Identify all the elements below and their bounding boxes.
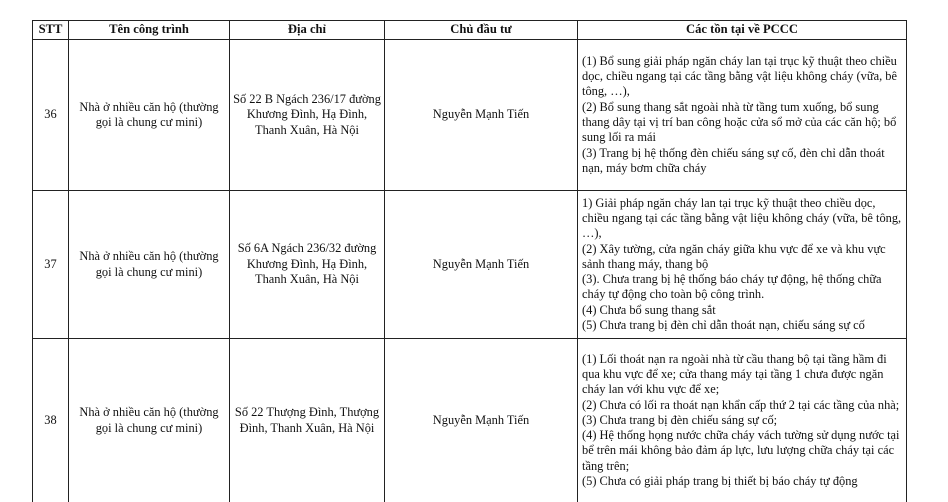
cell-address: Số 22 B Ngách 236/17 đường Khương Đình, Hạ Đình, Thanh Xuân, Hà Nội — [230, 40, 385, 191]
cell-investor: Nguyễn Mạnh Tiến — [385, 339, 578, 502]
issue-item: (1) Lối thoát nạn ra ngoài nhà từ cầu thang bộ tại tầng hầm đi qua khu vực để xe; cửa thang máy tại tầng 1 chưa được ngăn cháy lan với khu vực để xe; — [582, 352, 902, 398]
issue-item: (5) Chưa có giải pháp trang bị thiết bị báo cháy tự động — [582, 474, 902, 489]
cell-issues — [578, 40, 907, 191]
cell-stt: 37 — [33, 191, 69, 339]
table-row — [33, 191, 907, 339]
cell-name: Nhà ở nhiều căn hộ (thường gọi là chung cư mini) — [69, 40, 230, 191]
issue-item: (1) Bổ sung giải pháp ngăn cháy lan tại trục kỹ thuật theo chiều dọc, chiều ngang tại các tầng bằng vật liệu không cháy (vữa, bê tông, …), — [582, 54, 902, 100]
header-stt: STT — [33, 21, 69, 40]
cell-issues — [578, 339, 907, 502]
header-address: Địa chỉ — [230, 21, 385, 40]
issue-item: (4) Chưa bổ sung thang sắt — [582, 303, 902, 318]
issue-item: (3) Trang bị hệ thống đèn chiếu sáng sự cố, đèn chỉ dẫn thoát nạn, máy bơm chữa cháy — [582, 146, 902, 177]
cell-issues — [578, 191, 907, 339]
cell-investor: Nguyễn Mạnh Tiến — [385, 40, 578, 191]
issue-item: (5) Chưa trang bị đèn chỉ dẫn thoát nạn, chiếu sáng sự cố — [582, 318, 902, 333]
issue-item: 1) Giải pháp ngăn cháy lan tại trục kỹ thuật theo chiều dọc, chiều ngang tại các tầng bằng vật liệu không cháy (vữa, bê tông, …), — [582, 196, 902, 242]
header-row — [33, 21, 907, 40]
header-name: Tên công trình — [69, 21, 230, 40]
issue-item: (2) Xây tường, cửa ngăn cháy giữa khu vực để xe và khu vực sảnh thang máy, thang bộ — [582, 242, 902, 273]
issue-item: (2) Chưa có lối ra thoát nạn khẩn cấp thứ 2 tại các tầng của nhà; — [582, 398, 902, 413]
cell-name: Nhà ở nhiều căn hộ (thường gọi là chung cư mini) — [69, 339, 230, 502]
table-row — [33, 40, 907, 191]
issue-item: (3) Chưa trang bị đèn chiếu sáng sự cố; — [582, 413, 902, 428]
cell-investor: Nguyễn Mạnh Tiến — [385, 191, 578, 339]
cell-address: Số 6A Ngách 236/32 đường Khương Đình, Hạ Đình, Thanh Xuân, Hà Nội — [230, 191, 385, 339]
cell-stt: 36 — [33, 40, 69, 191]
cell-address: Số 22 Thượng Đình, Thượng Đình, Thanh Xuân, Hà Nội — [230, 339, 385, 502]
issue-item: (2) Bổ sung thang sắt ngoài nhà từ tầng tum xuống, bổ sung thang dây tại vị trí ban công hoặc cửa sổ mở của các căn hộ; bổ sung lối ra mái — [582, 100, 902, 146]
header-issues: Các tồn tại về PCCC — [578, 21, 907, 40]
pccc-table — [32, 20, 907, 502]
cell-stt: 38 — [33, 339, 69, 502]
issue-item: (3). Chưa trang bị hệ thống báo cháy tự động, hệ thống chữa cháy tự động cho toàn bộ công trình. — [582, 272, 902, 303]
cell-name: Nhà ở nhiều căn hộ (thường gọi là chung cư mini) — [69, 191, 230, 339]
table-row — [33, 339, 907, 502]
header-investor: Chủ đầu tư — [385, 21, 578, 40]
issue-item: (4) Hệ thống họng nước chữa cháy vách tường sử dụng nước tại bể trên mái không bảo đảm áp lực, lưu lượng chữa cháy tại các tầng trên; — [582, 428, 902, 474]
